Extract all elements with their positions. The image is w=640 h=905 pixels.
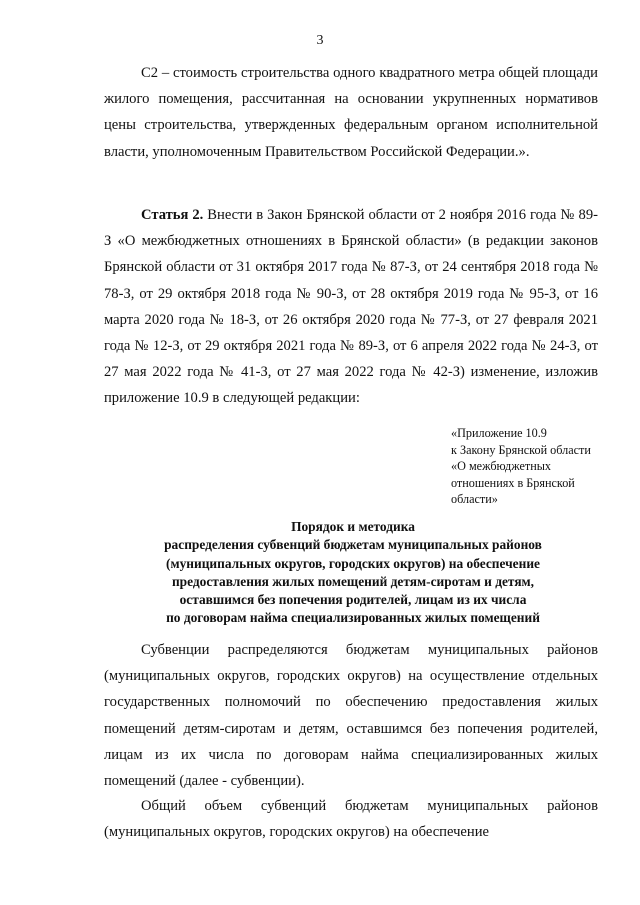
article-text: Внести в Закон Брянской области от 2 ноября 2016 года № 89-З «О межбюджетных отношениях в Брянской области» (в редакции законов Брянской области от 31 октября 2017 года № 87-З, от 24 сентября 2018 года № 78-З, от 29 октября 2018 года № 90-З, от 28 октября 2019 года № 95-З, от 16 марта 2020 года № 18-З, от 26 октября 2020 года № 77-З, от 27 февраля 2021 года № 12-З, от 29 октября 2021 года № 89-З, от 6 апреля 2022 года № 24-З, от 27 мая 2022 года № 41-З, от 27 мая 2022 года № 42-З) изменение, изложив приложение 10.9 в следующей редакции: [104, 207, 598, 407]
paragraph-subventions: Субвенции распределяются бюджетам муниципальных районов (муниципальных округов, городских округов) на осуществление отдельных государственных полномочий по обеспечению предоставления жилых помещений детям-сиротам и детям, оставшимся без попечения родителей, лицам из их числа по договорам найма специализированных жилых помещений (далее - субвенции). [104, 642, 598, 790]
paragraph-article-2 [104, 202, 598, 412]
section-title-line: оставшимся без попечения родителей, лицам из их числа [179, 592, 527, 608]
section-title-line: Порядок и методика [291, 519, 415, 534]
appendix-note-line: области» [451, 492, 498, 507]
appendix-note [451, 425, 611, 508]
section-title-line: распределения субвенций бюджетам муниципальных районов [164, 537, 542, 553]
paragraph-total-volume: Общий объем субвенций бюджетам муниципальных районов (муниципальных округов, городских округов) на обеспечение [104, 798, 598, 841]
paragraph-c2-definition: С2 – стоимость строительства одного квадратного метра общей площади жилого помещения, рассчитанная на основании укрупненных нормативов цены строительства, утвержденных федеральным органом исполнительной власти, уполномоченным Правительством Российской Федерации.». [104, 65, 598, 160]
page-number: 3 [316, 33, 324, 48]
section-title-line: по договорам найма специализированных жилых помещений [166, 610, 540, 626]
section-title [60, 518, 640, 628]
article-heading: Статья 2. [141, 207, 204, 223]
appendix-note-line: «Приложение 10.9 [451, 426, 547, 440]
section-title-line: предоставления жилых помещений детям-сиротам и детям, [171, 573, 535, 589]
appendix-note-line: отношениях в Брянской [451, 475, 575, 490]
section-title-line: (муниципальных округов, городских округов) на обеспечение [165, 555, 540, 571]
appendix-note-line: «О межбюджетных [451, 459, 552, 474]
appendix-note-line: к Закону Брянской области [451, 442, 591, 457]
